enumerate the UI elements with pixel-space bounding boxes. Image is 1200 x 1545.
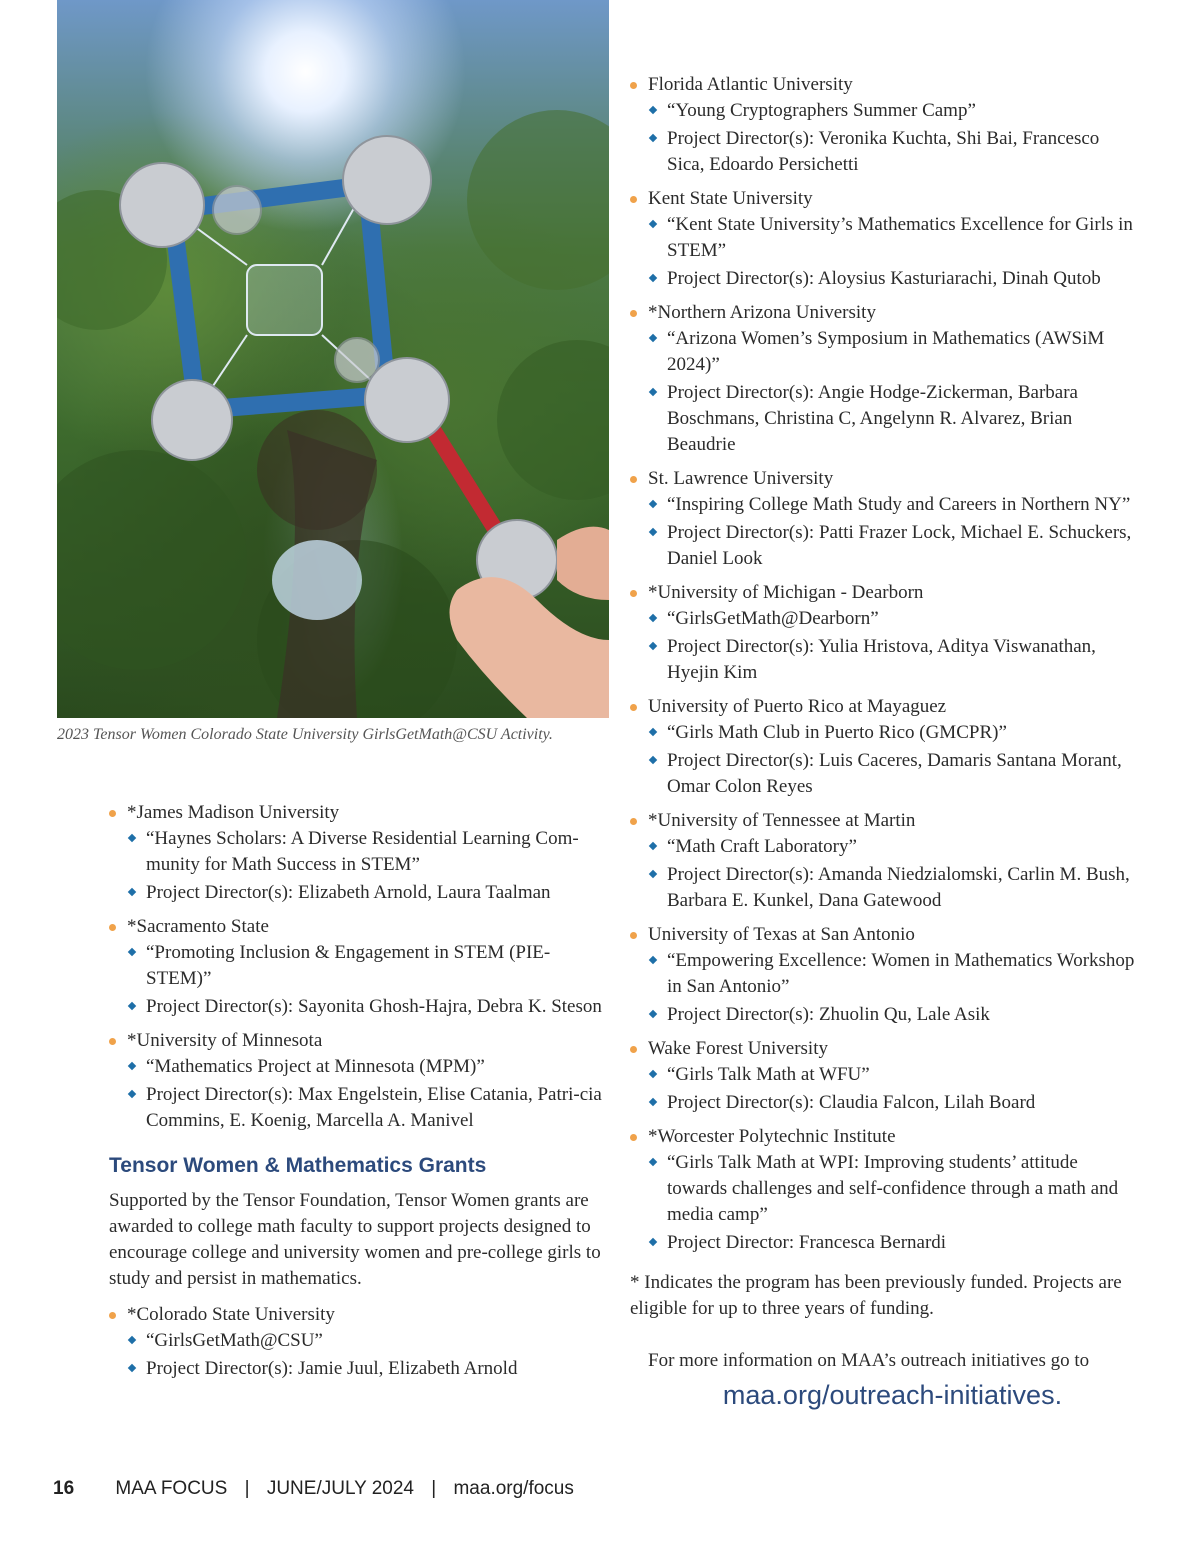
project-directors: Project Director(s): Veronika Kuchta, Shi Bai, Francesco Sica, Edoardo Persichetti — [648, 126, 1135, 178]
funding-footnote: * Indicates the program has been previously funded. Projects are eligible for up to three years of funding. — [630, 1272, 1122, 1319]
list-item — [109, 1028, 604, 1134]
diamond-bullet-icon — [128, 1364, 136, 1372]
diamond-bullet-icon — [649, 956, 657, 964]
project-directors: Project Director(s): Angie Hodge-Zickerman, Barbara Boschmans, Christina C, Angelynn R. Alvarez, Brian Beaudrie — [648, 380, 1135, 458]
diamond-bullet-icon — [649, 870, 657, 878]
section-heading: Tensor Women & Mathematics Grants — [109, 1154, 487, 1177]
list-item — [109, 1302, 604, 1382]
project-title: “Kent State University’s Mathematics Excellence for Girls in STEM” — [648, 212, 1135, 264]
diamond-bullet-icon — [128, 1090, 136, 1098]
diamond-bullet-icon — [128, 1062, 136, 1070]
page-number: 16 — [53, 1478, 75, 1499]
diamond-bullet-icon — [649, 106, 657, 114]
diamond-bullet-icon — [128, 834, 136, 842]
section-intro: Supported by the Tensor Foundation, Tensor Women grants are awarded to college math faculty to support projects designed to encourage college and university women and pre-college girls to study and persist in mathematics. — [109, 1190, 601, 1289]
outreach-initiatives-link[interactable]: maa.org/outreach-initiatives. — [722, 1380, 1063, 1410]
diamond-bullet-icon — [649, 842, 657, 850]
project-title: “Mathematics Project at Minnesota (MPM)” — [127, 1054, 604, 1080]
diamond-bullet-icon — [649, 220, 657, 228]
diamond-bullet-icon — [128, 1002, 136, 1010]
project-directors: Project Director(s): Amanda Niedzialomski, Carlin M. Bush, Barbara E. Kunkel, Dana Gatewood — [648, 862, 1135, 914]
project-title: “Promoting Inclusion & Engagement in STEM (PIE-STEM)” — [127, 940, 604, 992]
bullet-icon — [109, 810, 116, 817]
diamond-bullet-icon — [649, 334, 657, 342]
institution-name: *Sacramento State — [127, 916, 269, 937]
project-title: “Girls Talk Math at WPI: Improving students’ attitude towards challenges and self-confidence through a math and media camp” — [648, 1150, 1135, 1228]
tensor-institution-list — [109, 1302, 604, 1382]
bullet-icon — [109, 924, 116, 931]
project-title: “Haynes Scholars: A Diverse Residential Learning Com-munity for Math Success in STEM” — [127, 826, 604, 878]
diamond-bullet-icon — [649, 728, 657, 736]
project-title: “Girls Talk Math at WFU” — [648, 1062, 1135, 1088]
project-directors: Project Director: Francesca Bernardi — [648, 1230, 1135, 1256]
bullet-icon — [109, 1038, 116, 1045]
bullet-icon — [630, 1134, 637, 1141]
institution-name: *James Madison University — [127, 802, 340, 823]
institution-name: *University of Minnesota — [127, 1030, 323, 1051]
bullet-icon — [630, 818, 637, 825]
project-title: “Girls Math Club in Puerto Rico (GMCPR)” — [648, 720, 1135, 746]
bullet-icon — [630, 932, 637, 939]
diamond-bullet-icon — [649, 1010, 657, 1018]
project-directors: Project Director(s): Yulia Hristova, Aditya Viswanathan, Hyejin Kim — [648, 634, 1135, 686]
diamond-bullet-icon — [128, 888, 136, 896]
geometric-model-illustration — [57, 0, 609, 718]
diamond-bullet-icon — [649, 1070, 657, 1078]
project-directors: Project Director(s): Patti Frazer Lock, Michael E. Schuckers, Daniel Look — [648, 520, 1135, 572]
institution-name: St. Lawrence University — [648, 468, 834, 489]
footer-separator: | — [244, 1478, 250, 1499]
project-title: “Inspiring College Math Study and Careers in Northern NY” — [648, 492, 1135, 518]
bullet-icon — [630, 82, 637, 89]
photo-caption: 2023 Tensor Women Colorado State University GirlsGetMath@CSU Activity. — [57, 726, 553, 743]
project-title: “Arizona Women’s Symposium in Mathematics (AWSiM 2024)” — [648, 326, 1135, 378]
project-title: “GirlsGetMath@CSU” — [127, 1328, 604, 1354]
footer-separator: | — [431, 1478, 437, 1499]
list-item — [630, 300, 1135, 458]
project-directors: Project Director(s): Claudia Falcon, Lilah Board — [648, 1090, 1135, 1116]
institution-name: University of Puerto Rico at Mayaguez — [648, 696, 947, 717]
project-directors: Project Director(s): Aloysius Kasturiarachi, Dinah Qutob — [648, 266, 1135, 292]
institution-list-right — [630, 72, 1135, 1256]
list-item — [109, 914, 604, 1020]
bullet-icon — [630, 590, 637, 597]
project-title: “GirlsGetMath@Dearborn” — [648, 606, 1135, 632]
bullet-icon — [630, 476, 637, 483]
institution-name: Florida Atlantic University — [648, 74, 853, 95]
project-directors: Project Director(s): Luis Caceres, Damaris Santana Morant, Omar Colon Reyes — [648, 748, 1135, 800]
institution-name: Wake Forest University — [648, 1038, 828, 1059]
list-item — [630, 1124, 1135, 1256]
project-directors: Project Director(s): Jamie Juul, Elizabeth Arnold — [127, 1356, 604, 1382]
list-item — [630, 186, 1135, 292]
list-item — [630, 580, 1135, 686]
diamond-bullet-icon — [649, 500, 657, 508]
project-directors: Project Director(s): Max Engelstein, Elise Catania, Patri-cia Commins, E. Koenig, Marcella A. Manivel — [127, 1082, 604, 1134]
diamond-bullet-icon — [649, 756, 657, 764]
diamond-bullet-icon — [649, 614, 657, 622]
diamond-bullet-icon — [649, 274, 657, 282]
list-item — [630, 922, 1135, 1028]
diamond-bullet-icon — [649, 134, 657, 142]
bullet-icon — [630, 704, 637, 711]
list-item — [630, 808, 1135, 914]
bullet-icon — [109, 1312, 116, 1319]
list-item — [109, 800, 604, 906]
more-info-text: For more information on MAA’s outreach initiatives go to — [648, 1350, 1090, 1371]
diamond-bullet-icon — [649, 528, 657, 536]
list-item — [630, 466, 1135, 572]
project-title: “Math Craft Laboratory” — [648, 834, 1135, 860]
project-title: “Empowering Excellence: Women in Mathematics Workshop in San Antonio” — [648, 948, 1135, 1000]
left-column — [109, 800, 604, 1390]
diamond-bullet-icon — [649, 388, 657, 396]
institution-list-left — [109, 800, 604, 1134]
diamond-bullet-icon — [649, 1158, 657, 1166]
diamond-bullet-icon — [128, 948, 136, 956]
institution-name: *University of Tennessee at Martin — [648, 810, 916, 831]
list-item — [630, 72, 1135, 178]
diamond-bullet-icon — [649, 1098, 657, 1106]
list-item — [630, 694, 1135, 800]
project-directors: Project Director(s): Sayonita Ghosh-Hajra, Debra K. Steson — [127, 994, 604, 1020]
institution-name: Kent State University — [648, 188, 813, 209]
project-title: “Young Cryptographers Summer Camp” — [648, 98, 1135, 124]
institution-name: *Worcester Polytechnic Institute — [648, 1126, 896, 1147]
publication-name: MAA FOCUS — [115, 1478, 228, 1499]
institution-name: *Northern Arizona University — [648, 302, 876, 323]
diamond-bullet-icon — [649, 1238, 657, 1246]
activity-photo — [57, 0, 609, 718]
list-item — [630, 1036, 1135, 1116]
institution-name: University of Texas at San Antonio — [648, 924, 915, 945]
issue-date: JUNE/JULY 2024 — [266, 1478, 414, 1499]
footer-url[interactable]: maa.org/focus — [453, 1478, 574, 1499]
bullet-icon — [630, 1046, 637, 1053]
project-directors: Project Director(s): Zhuolin Qu, Lale Asik — [648, 1002, 1135, 1028]
bullet-icon — [630, 196, 637, 203]
page-footer — [53, 1478, 574, 1500]
project-directors: Project Director(s): Elizabeth Arnold, Laura Taalman — [127, 880, 604, 906]
right-column — [630, 72, 1135, 1411]
diamond-bullet-icon — [128, 1336, 136, 1344]
bullet-icon — [630, 310, 637, 317]
institution-name: *University of Michigan - Dearborn — [648, 582, 924, 603]
diamond-bullet-icon — [649, 642, 657, 650]
institution-name: *Colorado State University — [127, 1304, 335, 1325]
